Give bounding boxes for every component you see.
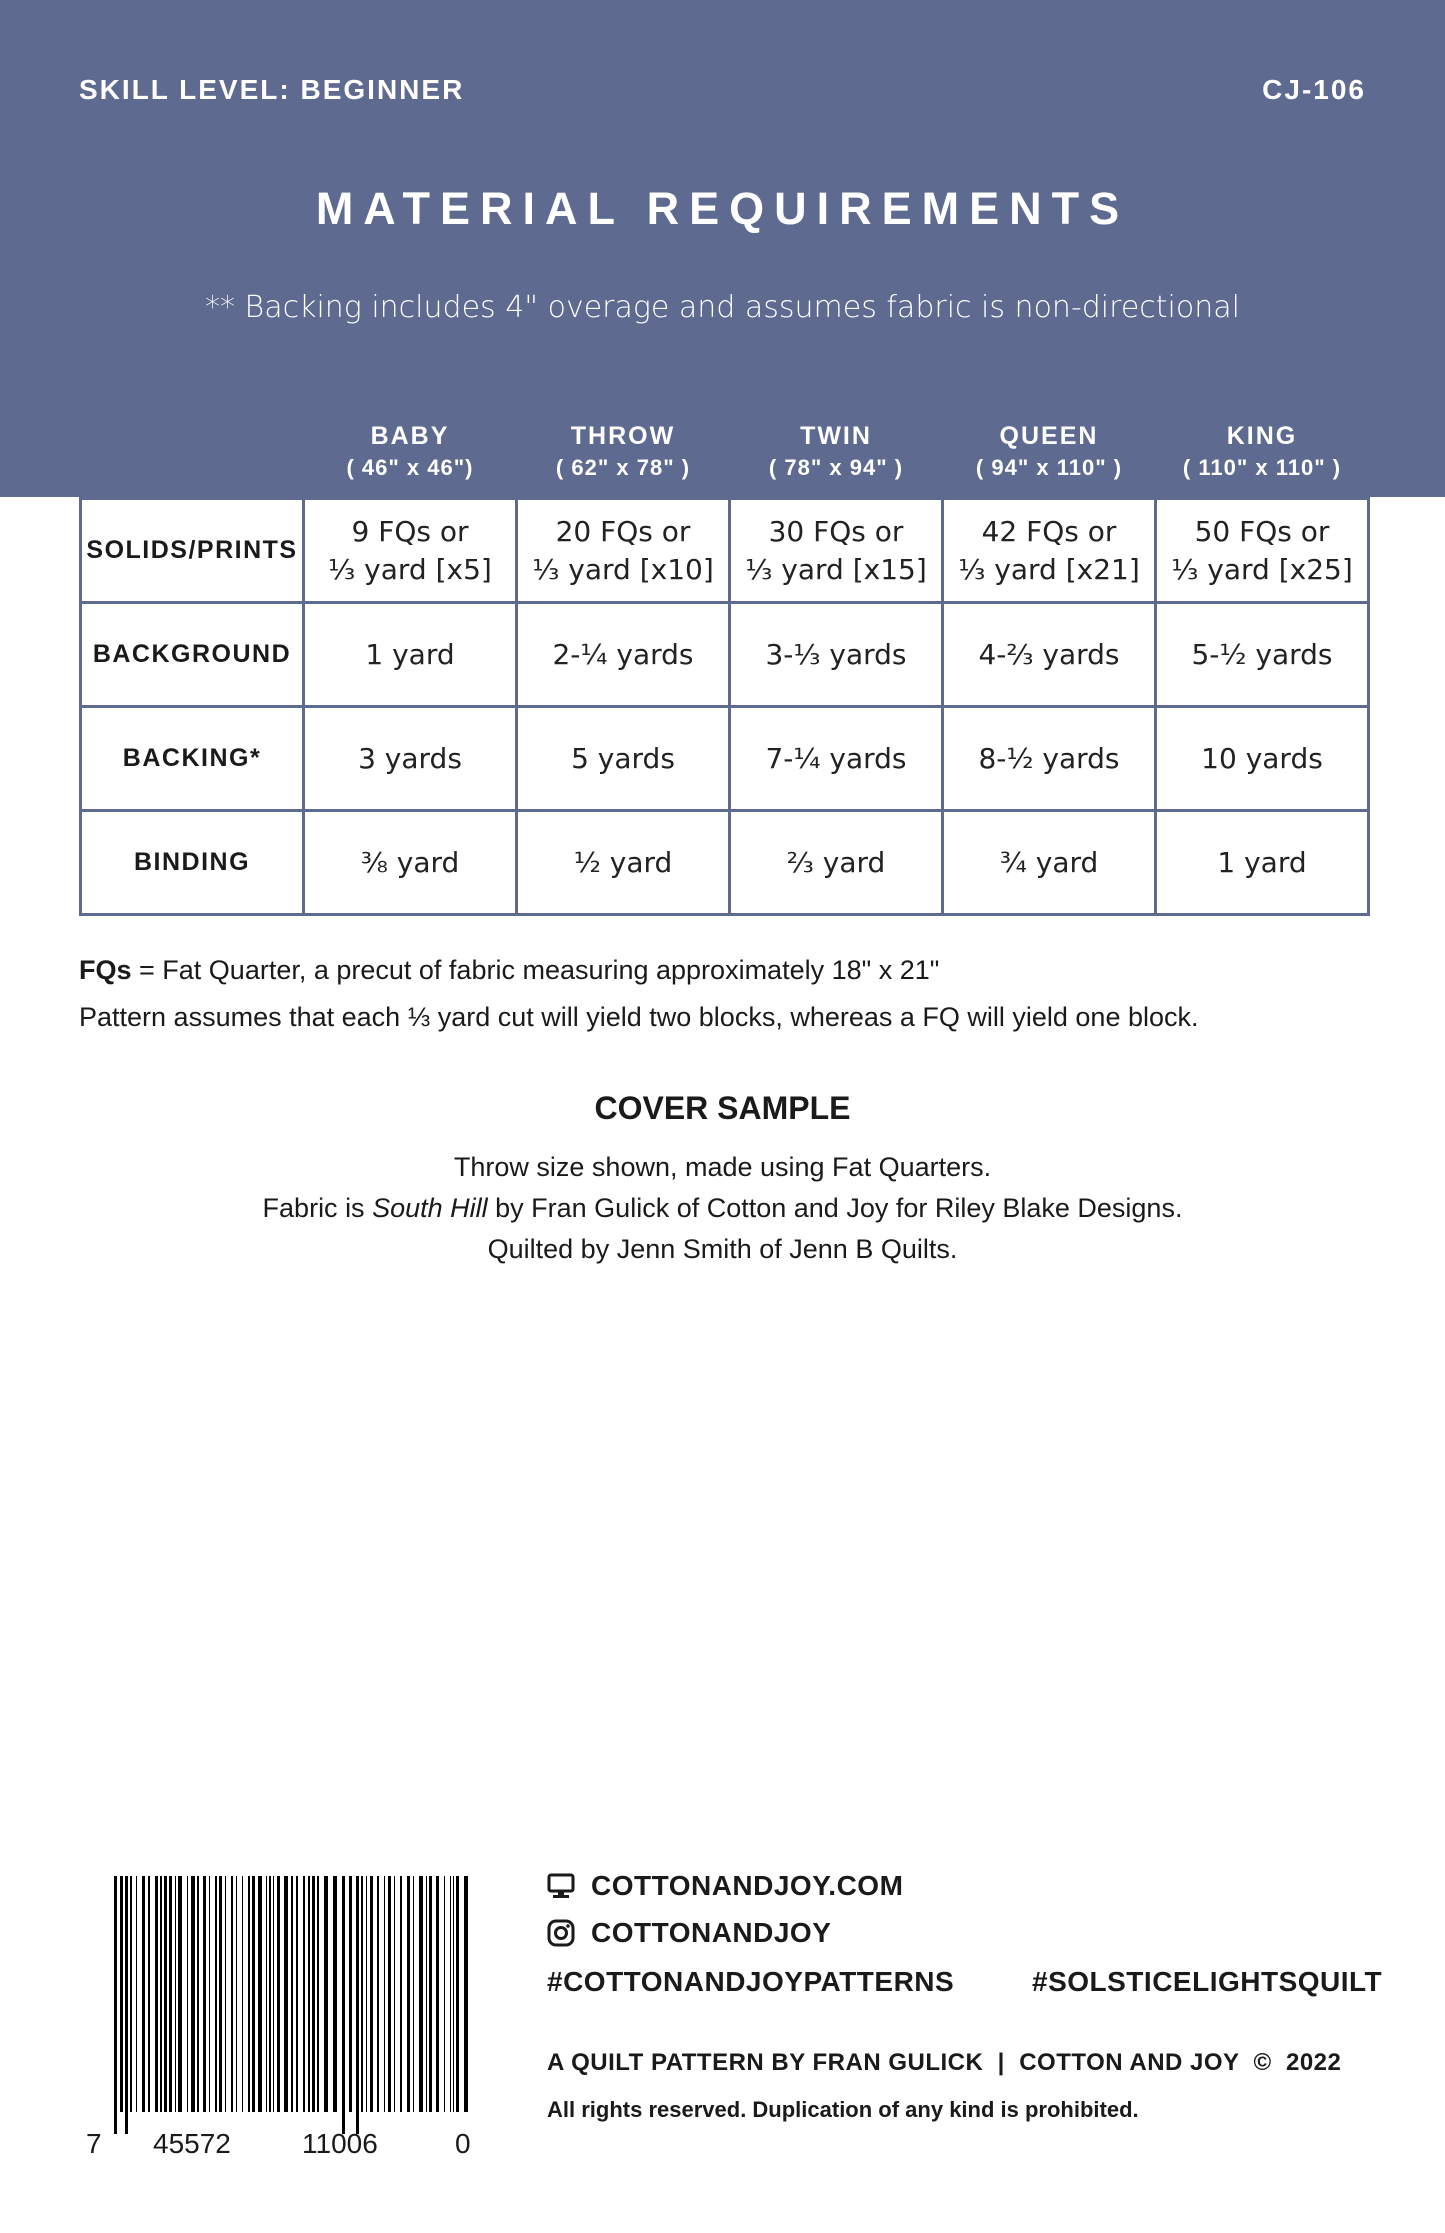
skill-level: SKILL LEVEL: BEGINNER — [79, 74, 465, 105]
barcode-bar — [342, 1876, 345, 2134]
barcode-bar — [413, 1876, 414, 2112]
cover-line-2-pre: Fabric is — [262, 1193, 373, 1223]
instagram-icon — [547, 1919, 575, 1947]
instagram-row — [547, 1917, 831, 1949]
table-cell: 3-⅓ yards — [730, 603, 943, 707]
table-cell: 8-½ yards — [943, 707, 1156, 811]
barcode-bar — [164, 1876, 167, 2112]
pattern-code: CJ-106 — [1262, 74, 1366, 105]
table-cell: 3 yards — [304, 707, 517, 811]
barcode-bar — [317, 1876, 319, 2112]
cell-line: 50 FQs or — [1194, 514, 1330, 548]
table-row-binding — [81, 811, 1369, 915]
barcode-bar — [407, 1876, 410, 2112]
barcode-bar — [284, 1876, 288, 2112]
barcode-bar — [349, 1876, 352, 2112]
row-label: BACKING* — [81, 707, 304, 811]
barcode-bar — [450, 1876, 451, 2112]
table-cell — [1156, 499, 1369, 603]
cell-line: ⅓ yard [x25] — [1171, 552, 1353, 586]
size-header-twin — [730, 404, 943, 499]
table-cell: ⅔ yard — [730, 811, 943, 915]
barcode-bar — [361, 1876, 363, 2112]
hashtag-patterns: #COTTONANDJOYPATTERNS — [547, 1966, 955, 1997]
barcode-digits: 11006 — [302, 2128, 378, 2159]
barcode-bar — [148, 1876, 150, 2112]
barcode-bar — [248, 1876, 250, 2112]
cover-line-2-post: by Fran Gulick of Cotton and Joy for Riley Blake Designs. — [487, 1193, 1183, 1223]
barcode-bar — [426, 1876, 427, 2112]
barcode-bar — [400, 1876, 402, 2112]
website-row — [547, 1870, 903, 1902]
barcode-bar — [273, 1876, 274, 2112]
table-cell — [943, 499, 1156, 603]
cover-line-1: Throw size shown, made using Fat Quarters. — [453, 1152, 992, 1182]
barcode-bar — [178, 1876, 182, 2112]
size-dims: ( 62" x 78" ) — [555, 454, 691, 480]
table-cell: 2-¼ yards — [517, 603, 730, 707]
table-cell: 5-½ yards — [1156, 603, 1369, 707]
barcode-bar — [120, 1876, 123, 2112]
fabric-name: South Hill — [372, 1193, 488, 1223]
barcode-bar — [203, 1876, 206, 2112]
barcode-digit: 0 — [455, 2128, 471, 2159]
barcode-bar — [125, 1876, 128, 2134]
size-name: KING — [1226, 421, 1298, 450]
barcode-bar — [215, 1876, 217, 2112]
material-requirements-table — [79, 402, 1370, 916]
barcode-bar — [231, 1876, 233, 2112]
table-row-solids-prints — [81, 499, 1369, 603]
barcode-bar — [370, 1876, 373, 2112]
barcode-bar — [377, 1876, 379, 2112]
size-header-throw — [517, 404, 730, 499]
barcode-bar — [187, 1876, 188, 2112]
barcode-bar — [312, 1876, 315, 2112]
barcode-bar — [356, 1876, 359, 2134]
backing-note: ** Backing includes 4" overage and assumes fabric is non-directional — [205, 290, 1240, 325]
barcode-bar — [225, 1876, 226, 2112]
table-cell: ½ yard — [517, 811, 730, 915]
barcode-bar — [366, 1876, 367, 2112]
size-header-queen — [943, 404, 1156, 499]
barcode-bar — [252, 1876, 255, 2112]
barcode-bar — [191, 1876, 195, 2112]
barcode-bar — [308, 1876, 310, 2112]
barcode-bar — [197, 1876, 199, 2112]
barcode-bar — [291, 1876, 293, 2112]
table-cell: 10 yards — [1156, 707, 1369, 811]
table-cell — [730, 499, 943, 603]
pattern-note: Pattern assumes that each ⅓ yard cut will yield two blocks, whereas a FQ will yield one block. — [79, 1002, 1199, 1032]
barcode-bar — [444, 1876, 445, 2112]
cell-line: 9 FQs or — [351, 514, 469, 548]
barcode-bar — [419, 1876, 423, 2112]
barcode-bar — [219, 1876, 222, 2112]
barcode-bar — [209, 1876, 210, 2112]
barcode-bar — [333, 1876, 337, 2112]
table-cell: ⅜ yard — [304, 811, 517, 915]
barcode-bar — [456, 1876, 459, 2112]
cover-line-3: Quilted by Jenn Smith of Jenn B Quilts. — [487, 1234, 958, 1264]
size-name: TWIN — [800, 421, 872, 450]
table-cell: 1 yard — [1156, 811, 1369, 915]
instagram-handle[interactable]: COTTONANDJOY — [591, 1917, 832, 1948]
size-name: BABY — [370, 421, 450, 450]
cell-line: ⅓ yard [x21] — [958, 552, 1140, 586]
size-header-king — [1156, 404, 1369, 499]
table-row-background — [81, 603, 1369, 707]
size-header-row — [81, 404, 1369, 499]
barcode-bar — [394, 1876, 395, 2112]
barcode-bar — [324, 1876, 328, 2112]
barcode-bar — [242, 1876, 243, 2112]
row-label: BACKGROUND — [81, 603, 304, 707]
size-dims: ( 78" x 94" ) — [768, 454, 904, 480]
cover-sample-title: COVER SAMPLE — [594, 1090, 851, 1126]
barcode-bar — [258, 1876, 262, 2112]
barcode-bar — [436, 1876, 439, 2112]
row-label: SOLIDS/PRINTS — [81, 499, 304, 603]
barcode-bar — [142, 1876, 145, 2112]
barcode-bar — [114, 1876, 117, 2134]
fq-term: FQs — [79, 955, 132, 985]
barcode-bar — [175, 1876, 176, 2112]
size-dims: ( 94" x 110" ) — [975, 454, 1123, 480]
size-dims: ( 110" x 110" ) — [1182, 454, 1342, 480]
size-dims: ( 46" x 46") — [346, 454, 474, 480]
barcode-bar — [160, 1876, 162, 2112]
barcode — [110, 1876, 472, 2134]
table-cell — [517, 499, 730, 603]
cell-line: 30 FQs or — [768, 514, 904, 548]
barcode-bar — [130, 1876, 132, 2112]
table-row-backing — [81, 707, 1369, 811]
barcode-digit: 7 — [86, 2128, 102, 2159]
barcode-bar — [303, 1876, 305, 2112]
barcode-digits: 45572 — [153, 2128, 231, 2159]
table-cell: ¾ yard — [943, 811, 1156, 915]
barcode-bar — [277, 1876, 280, 2112]
barcode-bar — [296, 1876, 298, 2112]
size-name: THROW — [570, 421, 676, 450]
monitor-icon — [547, 1873, 575, 1899]
barcode-bar — [388, 1876, 391, 2112]
barcode-bar — [269, 1876, 271, 2112]
size-header-baby — [304, 404, 517, 499]
rights-notice: All rights reserved. Duplication of any kind is prohibited. — [547, 2097, 1139, 2122]
fq-definition — [79, 955, 939, 986]
barcode-bar — [236, 1876, 237, 2112]
website-link[interactable]: COTTONANDJOY.COM — [591, 1870, 904, 1901]
barcode-bar — [429, 1876, 432, 2112]
table-corner — [81, 404, 304, 499]
barcode-bar — [136, 1876, 137, 2112]
cell-line: ⅓ yard [x10] — [532, 552, 714, 586]
barcode-bar — [155, 1876, 158, 2112]
pattern-credit: A QUILT PATTERN BY FRAN GULICK | COTTON AND JOY © 2022 — [547, 2049, 1342, 2076]
table-cell: 5 yards — [517, 707, 730, 811]
cover-line-2 — [0, 1193, 1445, 1224]
row-label: BINDING — [81, 811, 304, 915]
table-cell: 4-⅔ yards — [943, 603, 1156, 707]
cell-line: ⅓ yard [x15] — [745, 552, 927, 586]
table-cell — [304, 499, 517, 603]
table-cell: 1 yard — [304, 603, 517, 707]
size-name: QUEEN — [999, 421, 1099, 450]
barcode-bar — [169, 1876, 172, 2112]
hashtag-quilt: #SOLSTICELIGHTSQUILT — [1032, 1966, 1383, 1997]
page-title: MATERIAL REQUIREMENTS — [315, 183, 1130, 234]
barcode-bar — [453, 1876, 454, 2112]
barcode-bar — [384, 1876, 385, 2112]
cell-line: 20 FQs or — [555, 514, 691, 548]
cell-line: 42 FQs or — [981, 514, 1117, 548]
barcode-bar — [464, 1876, 468, 2112]
fq-definition-text: = Fat Quarter, a precut of fabric measuring approximately 18" x 21" — [131, 955, 940, 985]
cell-line: ⅓ yard [x5] — [328, 552, 492, 586]
table-cell: 7-¼ yards — [730, 707, 943, 811]
barcode-bar — [266, 1876, 267, 2112]
